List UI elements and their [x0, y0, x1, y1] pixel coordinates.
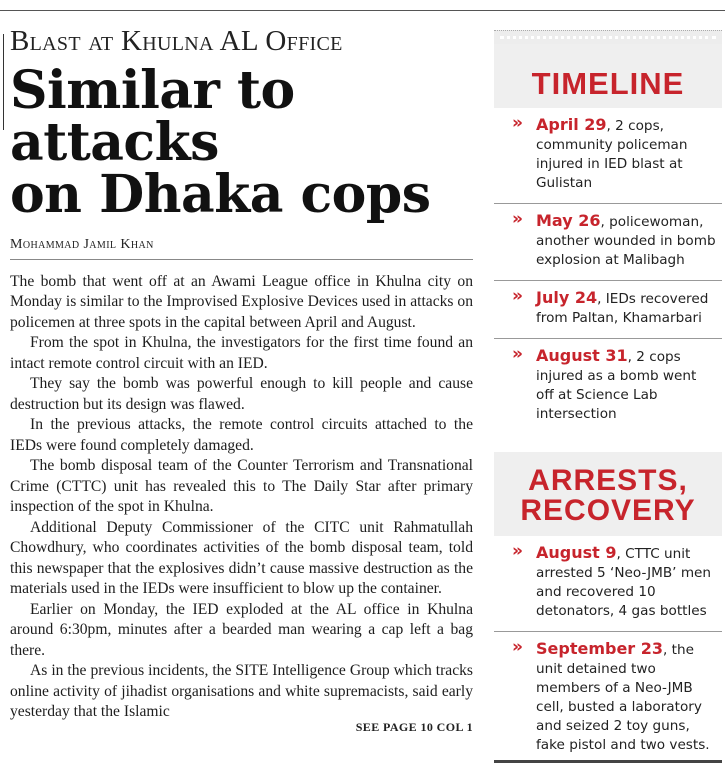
item-date: August 9	[536, 543, 617, 562]
byline: Mohammad Jamil Khan	[10, 237, 473, 260]
paragraph: In the previous attacks, the remote control circuits attached to the IEDs were found completely damaged.	[10, 416, 473, 454]
paragraph: They say the bomb was powerful enough to kill people and cause destruction but its design was flawed.	[10, 375, 473, 413]
timeline-item	[494, 339, 722, 434]
arrests-item	[494, 536, 722, 632]
sidebar	[494, 30, 722, 765]
chevron-right-icon: »	[512, 344, 519, 364]
paragraph: From the spot in Khulna, the investigators for the first time found an intact remote control circuit with an IED.	[10, 334, 473, 372]
item-text: , 2 cops, community policeman injured in IED blast at Gulistan	[536, 118, 688, 191]
kicker: Blast at Khulna AL Office	[10, 25, 343, 57]
bottom-rule	[494, 760, 722, 763]
continuation-note: SEE PAGE 10 COL 1	[355, 720, 473, 734]
item-date: May 26	[536, 211, 601, 230]
item-date: August 31	[536, 346, 628, 365]
item-text: , policewoman, another wounded in bomb explosion at Malibagh	[536, 214, 716, 268]
kicker-rule	[3, 34, 4, 130]
paragraph: Earlier on Monday, the IED exploded at the AL office in Khulna around 6:30pm, minutes after a bearded man wearing a cap left a bag there.	[10, 600, 473, 659]
article-body	[10, 272, 473, 723]
item-text: , 2 cops injured as a bomb went off at Science Lab intersection	[536, 349, 697, 422]
paragraph: As in the previous incidents, the SITE Intelligence Group which tracks online activity of jihadist organisations and white supremacists, said early yesterday that the Islamic	[10, 662, 473, 721]
paragraph: The bomb that went off at an Awami League office in Khulna city on Monday is similar to the Improvised Explosive Devices used in attacks on policemen at three spots in the capital between April and August.	[10, 272, 473, 331]
timeline-item	[494, 281, 722, 339]
arrests-title-line-1: ARRESTS,	[528, 464, 688, 497]
arrests-title-line-2: RECOVERY	[520, 494, 696, 527]
item-date: April 29	[536, 115, 607, 134]
headline-line-2: on Dhaka cops	[10, 163, 431, 225]
timeline-item	[494, 108, 722, 204]
timeline-title: TIMELINE	[494, 44, 722, 108]
timeline-item	[494, 204, 722, 281]
paragraph: The bomb disposal team of the Counter Terrorism and Transnational Crime (CTTC) unit has revealed this to The Daily Star after primary inspection of the spot in Khulna.	[10, 457, 473, 516]
paragraph: Additional Deputy Commissioner of the CITC unit Rahmatullah Chowdhury, who coordinates activities of the bomb disposal team, told this newspaper that the explosives didn’t cause massive destruction as the materials used in the IEDs were insufficient to blow up the container.	[10, 518, 473, 598]
headline-line-1: Similar to attacks	[10, 59, 295, 173]
arrests-title	[494, 452, 722, 536]
chevron-right-icon: »	[512, 209, 519, 229]
item-date: July 24	[536, 288, 598, 307]
item-text: , CTTC unit arrested 5 ‘Neo-JMB’ men and recovered 10 detonators, 4 gas bottles	[536, 546, 712, 619]
chevron-right-icon: »	[512, 113, 519, 133]
chevron-right-icon: »	[512, 637, 519, 657]
headline	[10, 59, 473, 225]
item-text: , IEDs recovered from Paltan, Khamarbari	[536, 291, 709, 326]
arrests-list	[494, 536, 722, 765]
perforation-strip	[494, 30, 722, 44]
article	[10, 24, 473, 723]
chevron-right-icon: »	[512, 541, 519, 561]
timeline-list	[494, 108, 722, 434]
item-date: September 23	[536, 639, 664, 658]
arrests-item	[494, 632, 722, 765]
chevron-right-icon: »	[512, 286, 519, 306]
item-text: , the unit detained two members of a Neo-JMB cell, busted a laboratory and seized 2 toy guns, fake pistol and two vests.	[536, 642, 710, 753]
top-rule	[0, 10, 725, 11]
